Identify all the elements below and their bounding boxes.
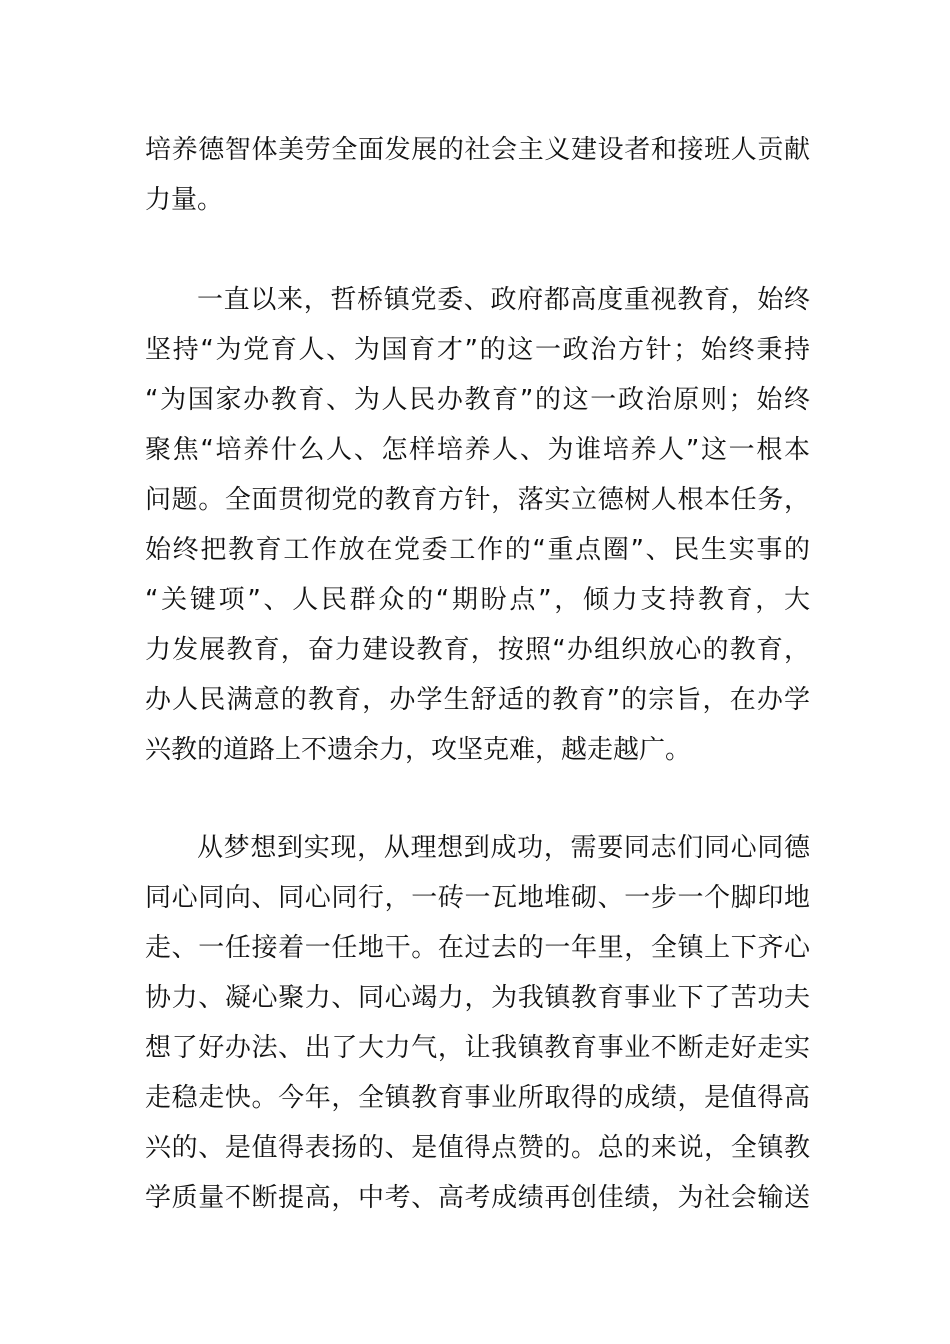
- paragraph-3: [145, 823, 810, 1223]
- paragraph-line: 从梦想到实现，从理想到成功，需要同志们同心同德: [197, 833, 810, 863]
- paragraph-line: 走、一任接着一任地干。在过去的一年里，全镇上下齐心: [145, 933, 810, 963]
- paragraph-line: 聚焦“培养什么人、怎样培养人、为谁培养人”这一根本: [145, 435, 810, 465]
- paragraph-line: 培养德智体美劳全面发展的社会主义建设者和接班人贡献: [145, 135, 810, 165]
- paragraph-line: 一直以来，哲桥镇党委、政府都高度重视教育，始终: [197, 285, 810, 315]
- paragraph-line: “为国家办教育、为人民办教育”的这一政治原则；始终: [145, 385, 810, 415]
- paragraph-2: [145, 275, 810, 775]
- paragraph-line: 始终把教育工作放在党委工作的“重点圈”、民生实事的: [145, 535, 810, 565]
- paragraph-line: 力发展教育，奋力建设教育，按照“办组织放心的教育，: [145, 635, 810, 665]
- paragraph-line: “关键项”、人民群众的“期盼点”，倾力支持教育，大: [145, 585, 810, 615]
- paragraph-line: 同心同向、同心同行，一砖一瓦地堆砌、一步一个脚印地: [145, 883, 810, 913]
- paragraph-line: 学质量不断提高，中考、高考成绩再创佳绩，为社会输送: [145, 1183, 810, 1213]
- paragraph-line: 坚持“为党育人、为国育才”的这一政治方针；始终秉持: [145, 335, 810, 365]
- paragraph-line: 走稳走快。今年，全镇教育事业所取得的成绩，是值得高: [145, 1083, 810, 1113]
- paragraph-line: 想了好办法、出了大力气，让我镇教育事业不断走好走实: [145, 1033, 810, 1063]
- paragraph-line: 办人民满意的教育，办学生舒适的教育”的宗旨，在办学: [145, 685, 810, 715]
- paragraph-line: 力量。: [145, 185, 224, 215]
- paragraph-line: 兴教的道路上不遗余力，攻坚克难，越走越广。: [145, 735, 692, 765]
- paragraph-line: 协力、凝心聚力、同心竭力，为我镇教育事业下了苦功夫: [145, 983, 810, 1013]
- paragraph-line: 兴的、是值得表扬的、是值得点赞的。总的来说，全镇教: [145, 1133, 810, 1163]
- paragraph-line: 问题。全面贯彻党的教育方针，落实立德树人根本任务，: [145, 485, 810, 515]
- paragraph-1: [145, 125, 810, 225]
